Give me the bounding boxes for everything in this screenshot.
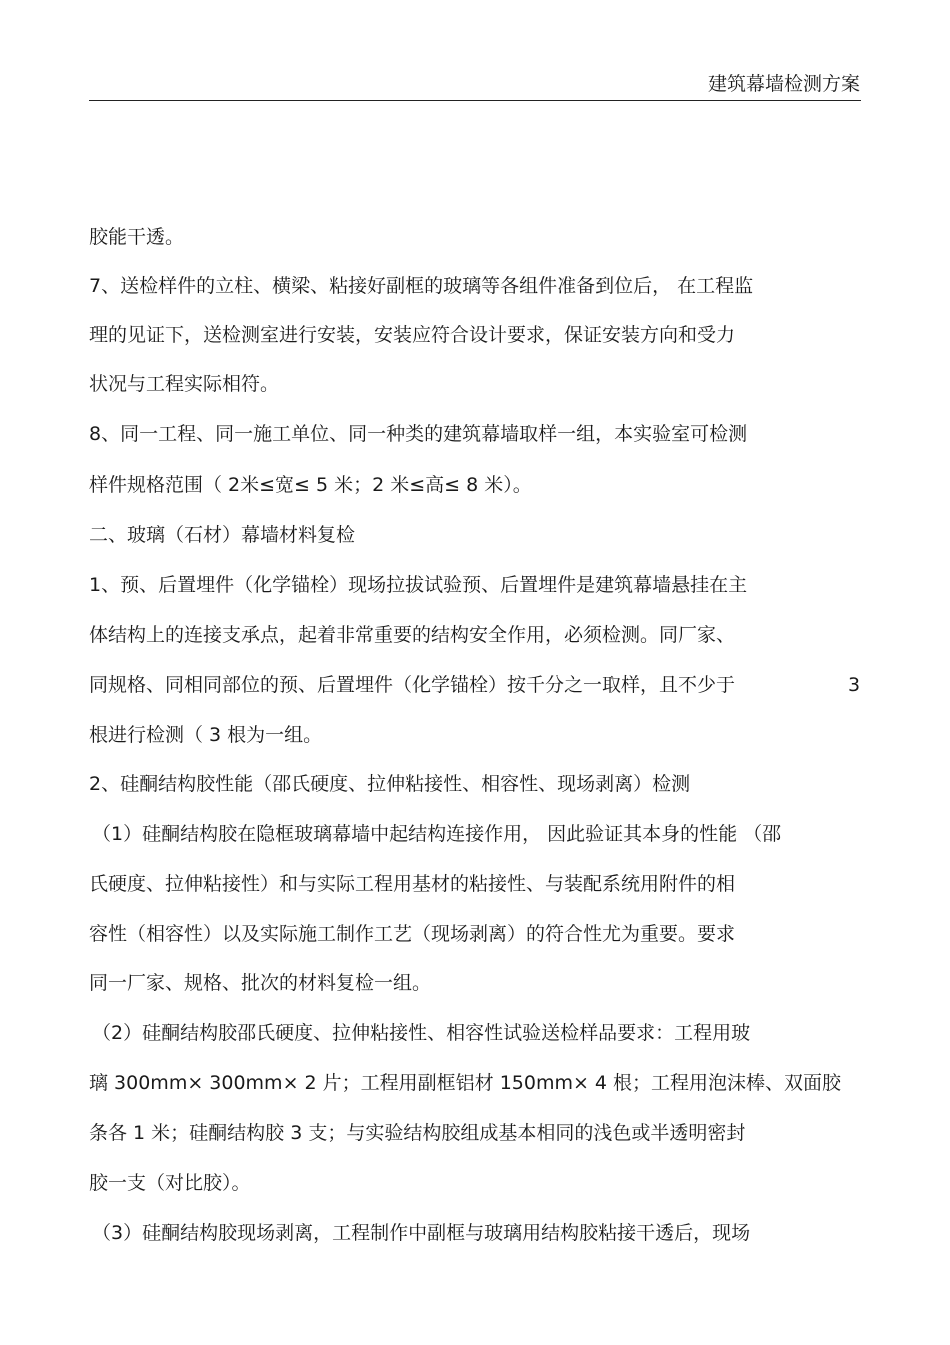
- paragraph-line: 样件规格范围（ 2米≤宽≤ 5 米；2 米≤高≤ 8 米）。: [89, 474, 532, 496]
- paragraph-line: 容性（相容性）以及实际施工制作工艺（现场剥离）的符合性尤为重要。要求: [89, 923, 736, 945]
- paragraph-line: 8、同一工程、同一施工单位、同一种类的建筑幕墙取样一组，本实验室可检测: [89, 423, 748, 445]
- paragraph-line: 胶一支（对比胶）。: [89, 1172, 251, 1194]
- paragraph-line: 根进行检测（ 3 根为一组。: [89, 724, 323, 746]
- paragraph-line: 1、预、后置埋件（化学锚栓）现场拉拔试验预、后置埋件是建筑幕墙悬挂在主: [89, 574, 748, 596]
- paragraph-line: （1）硅酮结构胶在隐框玻璃幕墙中起结构连接作用， 因此验证其本身的性能 （邵: [92, 823, 782, 845]
- section-heading: 二、玻璃（石材）幕墙材料复检: [89, 524, 356, 546]
- paragraph-line: 2、硅酮结构胶性能（邵氏硬度、拉伸粘接性、相容性、现场剥离）检测: [89, 773, 691, 795]
- paragraph-line: 胶能干透。: [89, 226, 185, 248]
- paragraph-line: 体结构上的连接支承点，起着非常重要的结构安全作用，必须检测。同厂家、: [89, 624, 736, 646]
- paragraph-line: 理的见证下，送检测室进行安装，安装应符合设计要求，保证安装方向和受力: [89, 324, 736, 346]
- paragraph-line: 同规格、同相同部位的预、后置埋件（化学锚栓）按千分之一取样，且不少于: [89, 674, 736, 696]
- header-divider: [89, 100, 861, 101]
- paragraph-line: （2）硅酮结构胶邵氏硬度、拉伸粘接性、相容性试验送检样品要求：工程用玻: [92, 1022, 751, 1044]
- trailing-number: 3: [848, 674, 861, 696]
- paragraph-line: 7、送检样件的立柱、横梁、粘接好副框的玻璃等各组件准备到位后， 在工程监: [89, 275, 754, 297]
- paragraph-line: 状况与工程实际相符。: [89, 373, 280, 395]
- paragraph-line: 条各 1 米；硅酮结构胶 3 支；与实验结构胶组成基本相同的浅色或半透明密封: [89, 1122, 746, 1144]
- paragraph-line: 同一厂家、规格、批次的材料复检一组。: [89, 972, 432, 994]
- paragraph-line: 璃 300mm× 300mm× 2 片；工程用副框铝材 150mm× 4 根；工程用泡沫棒、双面胶: [89, 1072, 842, 1094]
- header-title: 建筑幕墙检测方案: [707, 73, 860, 95]
- paragraph-line: 氏硬度、拉伸粘接性）和与实际工程用基材的粘接性、与装配系统用附件的相: [89, 873, 736, 895]
- paragraph-line: （3）硅酮结构胶现场剥离，工程制作中副框与玻璃用结构胶粘接干透后，现场: [92, 1222, 751, 1244]
